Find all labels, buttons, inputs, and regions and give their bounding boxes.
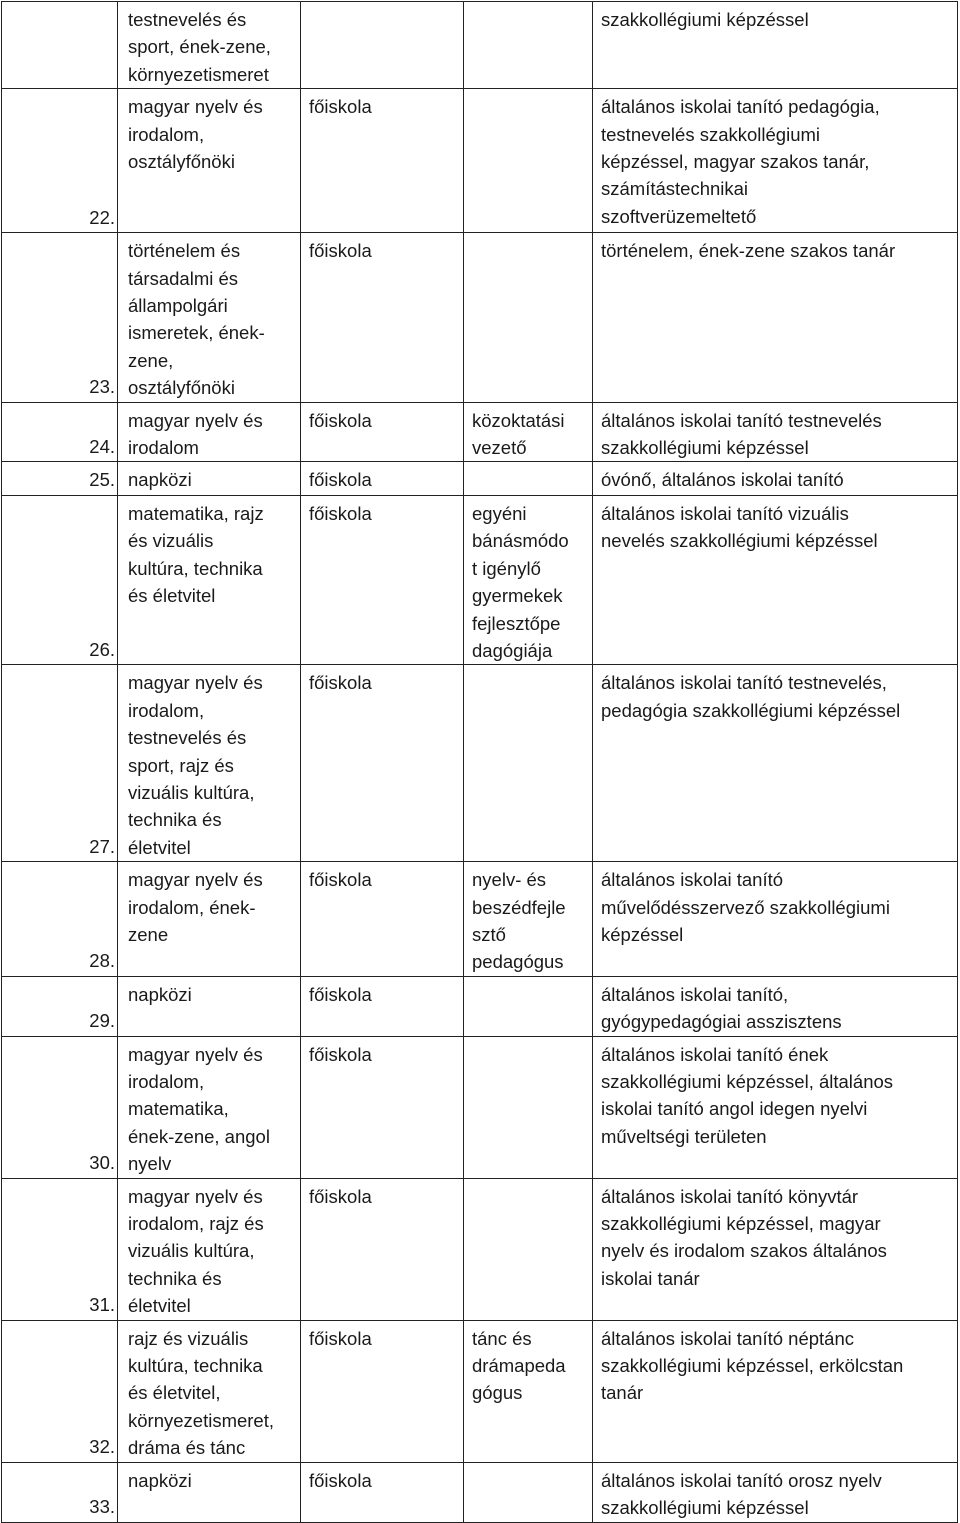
school-cell: főiskola (301, 89, 464, 233)
subject-cell: matematika, rajz és vizuális kultúra, technika és életvitel (118, 495, 301, 664)
row-number: 32. (2, 1320, 118, 1462)
extra-qualification-cell: nyelv- és beszédfejle sztő pedagógus (464, 862, 593, 977)
school-cell: főiskola (301, 1320, 464, 1462)
qualification-cell: általános iskolai tanító pedagógia, testnevelés szakkollégiumi képzéssel, magyar szakos tanár, számítástechnikai szoftverüzemeltető (593, 89, 958, 233)
table-row (2, 1462, 958, 1522)
extra-qualification-cell (464, 1036, 593, 1178)
extra-qualification-cell: közoktatási vezető (464, 402, 593, 462)
qualification-cell: általános iskolai tanító testnevelés szakkollégiumi képzéssel (593, 402, 958, 462)
school-cell: főiskola (301, 402, 464, 462)
subject-cell: rajz és vizuális kultúra, technika és életvitel, környezetismeret, dráma és tánc (118, 1320, 301, 1462)
table-row (2, 233, 958, 402)
subject-cell: magyar nyelv és irodalom, ének- zene (118, 862, 301, 977)
school-cell: főiskola (301, 495, 464, 664)
qualification-cell: általános iskolai tanító ének szakkollégiumi képzéssel, általános iskolai tanító angol idegen nyelvi műveltségi területen (593, 1036, 958, 1178)
school-cell: főiskola (301, 233, 464, 402)
table-row (2, 862, 958, 977)
row-number: 27. (2, 665, 118, 862)
qualification-cell: általános iskolai tanító testnevelés, pedagógia szakkollégiumi képzéssel (593, 665, 958, 862)
school-cell: főiskola (301, 462, 464, 495)
subject-cell: napközi (118, 976, 301, 1036)
table-body (2, 2, 958, 1523)
row-number: 28. (2, 862, 118, 977)
table-row (2, 1320, 958, 1462)
row-number: 33. (2, 1462, 118, 1522)
school-cell: főiskola (301, 976, 464, 1036)
extra-qualification-cell (464, 462, 593, 495)
qualification-cell: általános iskolai tanító, gyógypedagógiai asszisztens (593, 976, 958, 1036)
qualification-cell: történelem, ének-zene szakos tanár (593, 233, 958, 402)
qualification-cell: általános iskolai tanító művelődésszervező szakkollégiumi képzéssel (593, 862, 958, 977)
table-row (2, 2, 958, 89)
school-cell: főiskola (301, 1036, 464, 1178)
extra-qualification-cell (464, 1462, 593, 1522)
table-row (2, 976, 958, 1036)
row-number: 26. (2, 495, 118, 664)
qualification-cell: általános iskolai tanító néptánc szakkollégiumi képzéssel, erkölcstan tanár (593, 1320, 958, 1462)
extra-qualification-cell (464, 2, 593, 89)
row-number: 30. (2, 1036, 118, 1178)
extra-qualification-cell (464, 89, 593, 233)
extra-qualification-cell (464, 233, 593, 402)
school-cell: főiskola (301, 665, 464, 862)
subject-cell: napközi (118, 462, 301, 495)
subject-cell: magyar nyelv és irodalom (118, 402, 301, 462)
row-number (2, 2, 118, 89)
extra-qualification-cell (464, 1178, 593, 1320)
subject-cell: testnevelés és sport, ének-zene, környezetismeret (118, 2, 301, 89)
extra-qualification-cell: tánc és drámapeda gógus (464, 1320, 593, 1462)
table-row (2, 402, 958, 462)
subject-cell: történelem és társadalmi és állampolgári ismeretek, ének- zene, osztályfőnöki (118, 233, 301, 402)
subject-cell: napközi (118, 1462, 301, 1522)
qualification-cell: általános iskolai tanító vizuális nevelés szakkollégiumi képzéssel (593, 495, 958, 664)
staff-table (1, 1, 958, 1523)
school-cell: főiskola (301, 1178, 464, 1320)
table-row (2, 89, 958, 233)
qualification-cell: szakkollégiumi képzéssel (593, 2, 958, 89)
school-cell: főiskola (301, 862, 464, 977)
subject-cell: magyar nyelv és irodalom, rajz és vizuális kultúra, technika és életvitel (118, 1178, 301, 1320)
row-number: 25. (2, 462, 118, 495)
subject-cell: magyar nyelv és irodalom, testnevelés és sport, rajz és vizuális kultúra, technika és életvitel (118, 665, 301, 862)
school-cell (301, 2, 464, 89)
row-number: 23. (2, 233, 118, 402)
qualification-cell: általános iskolai tanító könyvtár szakkollégiumi képzéssel, magyar nyelv és irodalom szakos általános iskolai tanár (593, 1178, 958, 1320)
subject-cell: magyar nyelv és irodalom, matematika, ének-zene, angol nyelv (118, 1036, 301, 1178)
qualification-cell: általános iskolai tanító orosz nyelv szakkollégiumi képzéssel (593, 1462, 958, 1522)
school-cell: főiskola (301, 1462, 464, 1522)
row-number: 31. (2, 1178, 118, 1320)
extra-qualification-cell: egyéni bánásmódo t igénylő gyermekek fejlesztőpe dagógiája (464, 495, 593, 664)
row-number: 29. (2, 976, 118, 1036)
table-row (2, 665, 958, 862)
qualification-cell: óvónő, általános iskolai tanító (593, 462, 958, 495)
extra-qualification-cell (464, 976, 593, 1036)
table-row (2, 462, 958, 495)
row-number: 22. (2, 89, 118, 233)
table-row (2, 1036, 958, 1178)
table-row (2, 495, 958, 664)
subject-cell: magyar nyelv és irodalom, osztályfőnöki (118, 89, 301, 233)
extra-qualification-cell (464, 665, 593, 862)
table-row (2, 1178, 958, 1320)
row-number: 24. (2, 402, 118, 462)
